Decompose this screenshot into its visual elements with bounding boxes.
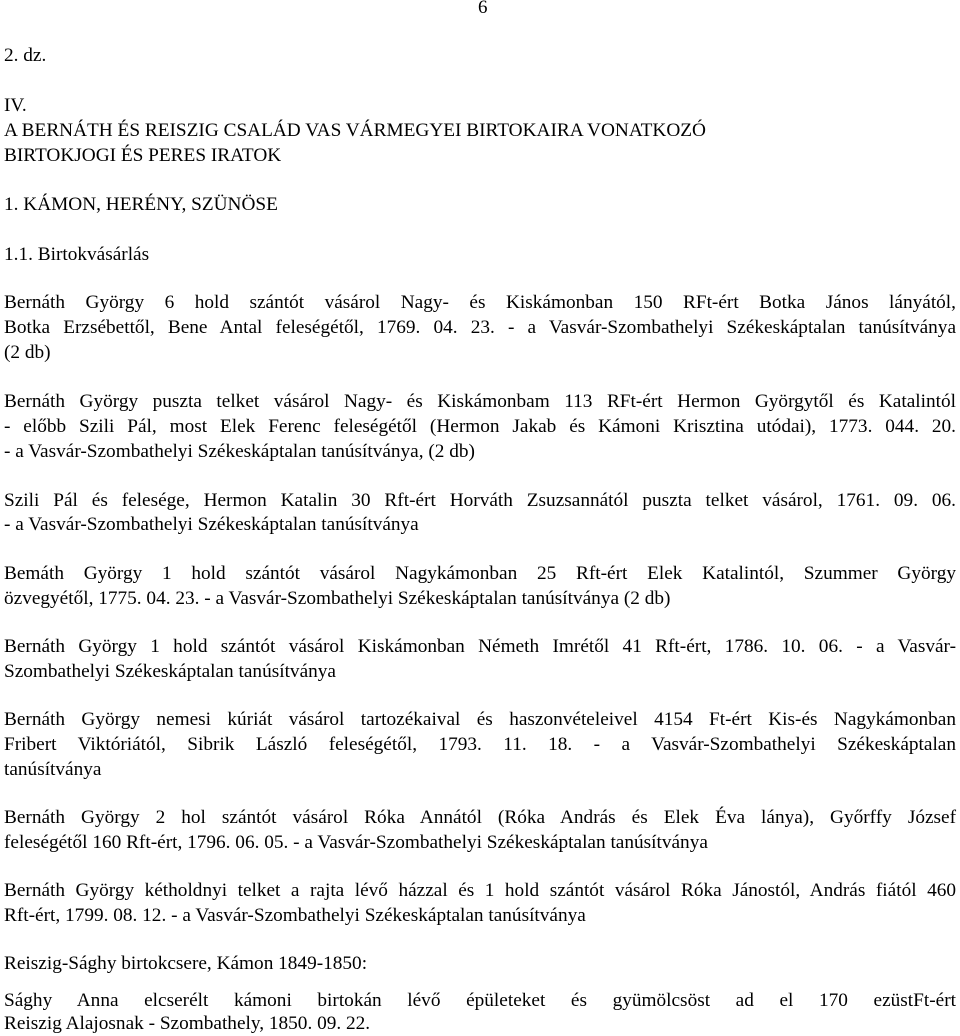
entry-6-line-1: Bernáth György nemesi kúriát vásárol tartozékaival és haszonvételeivel 4154 Ft-ért Kis-és Nagykámonban (4, 709, 956, 730)
entry-8-line-1: Bernáth György kétholdnyi telket a rajta lévő házzal és 1 hold szántót vásárol Róka Jánostól, András fiától 460 (4, 880, 956, 901)
section-code: 2. dz. (4, 45, 47, 66)
entry-4-line-2: özvegyétől, 1775. 04. 23. - a Vasvár-Szombathelyi Székeskáptalan tanúsítványa (2 db) (4, 588, 671, 609)
document-page (4, 0, 956, 1035)
chapter-title-line-2: BIRTOKJOGI ÉS PERES IRATOK (4, 145, 282, 166)
entry-2-line-1: Bernáth György puszta telket vásárol Nagy- és Kiskámonbam 113 RFt-ért Hermon Györgytől és Katalintól (4, 391, 956, 412)
entry-6-line-3: tanúsítványa (4, 759, 102, 780)
entry-6-line-2: Fribert Viktóriától, Sibrik László feleségétől, 1793. 11. 18. - a Vasvár-Szombathelyi Székeskáptalan (4, 734, 956, 755)
entry-2-line-3: - a Vasvár-Szombathelyi Székeskáptalan tanúsítványa, (2 db) (4, 441, 475, 462)
entry-1-line-1: Bernáth György 6 hold szántót vásárol Nagy- és Kiskámonban 150 RFt-ért Botka János lányától, (4, 292, 956, 313)
subsubsection-title: 1.1. Birtokvásárlás (4, 244, 150, 265)
entry-7-line-2: feleségétől 160 Rft-ért, 1796. 06. 05. - a Vasvár-Szombathelyi Székeskáptalan tanúsítványa (4, 832, 708, 853)
entry-10-line-2: Reiszig Alajosnak - Szombathely, 1850. 09. 22. (4, 1013, 371, 1034)
entry-2-line-2: - előbb Szili Pál, most Elek Ferenc feleségétől (Hermon Jakab és Kámoni Krisztina utódai), 1773. 044. 20. (4, 416, 956, 437)
entry-9-line-1: Reiszig-Sághy birtokcsere, Kámon 1849-1850: (4, 953, 368, 974)
entry-3-line-2: - a Vasvár-Szombathelyi Székeskáptalan tanúsítványa (4, 514, 419, 535)
chapter-title-line-1: A BERNÁTH ÉS REISZIG CSALÁD VAS VÁRMEGYEI BIRTOKAIRA VONATKOZÓ (4, 120, 706, 141)
entry-5-line-1: Bernáth György 1 hold szántót vásárol Kiskámonban Németh Imrétől 41 Rft-ért, 1786. 10. 06. - a Vasvár- (4, 636, 956, 657)
subsection-title: 1. KÁMON, HERÉNY, SZÜNÖSE (4, 194, 278, 215)
entry-8-line-2: Rft-ért, 1799. 08. 12. - a Vasvár-Szombathelyi Székeskáptalan tanúsítványa (4, 905, 586, 926)
entry-4-line-1: Bemáth György 1 hold szántót vásárol Nagykámonban 25 Rft-ért Elek Katalintól, Szummer György (4, 563, 956, 584)
entry-7-line-1: Bernáth György 2 hol szántót vásárol Róka Annától (Róka András és Elek Éva lánya), Győrffy József (4, 807, 956, 828)
entry-1-line-2: Botka Erzsébettől, Bene Antal feleségétől, 1769. 04. 23. - a Vasvár-Szombathelyi Székeskáptalan tanúsítványa (4, 317, 956, 338)
entry-10-line-1: Sághy Anna elcserélt kámoni birtokán lévő épületeket és gyümölcsöst ad el 170 ezüstFt-ért (4, 990, 956, 1011)
page-number: 6 (478, 0, 488, 18)
entry-1-line-3: (2 db) (4, 342, 51, 363)
entry-5-line-2: Szombathelyi Székeskáptalan tanúsítványa (4, 661, 336, 682)
chapter-number: IV. (4, 95, 27, 116)
entry-3-line-1: Szili Pál és felesége, Hermon Katalin 30 Rft-ért Horváth Zsuzsannától puszta telket vásárol, 1761. 09. 06. (4, 490, 956, 511)
